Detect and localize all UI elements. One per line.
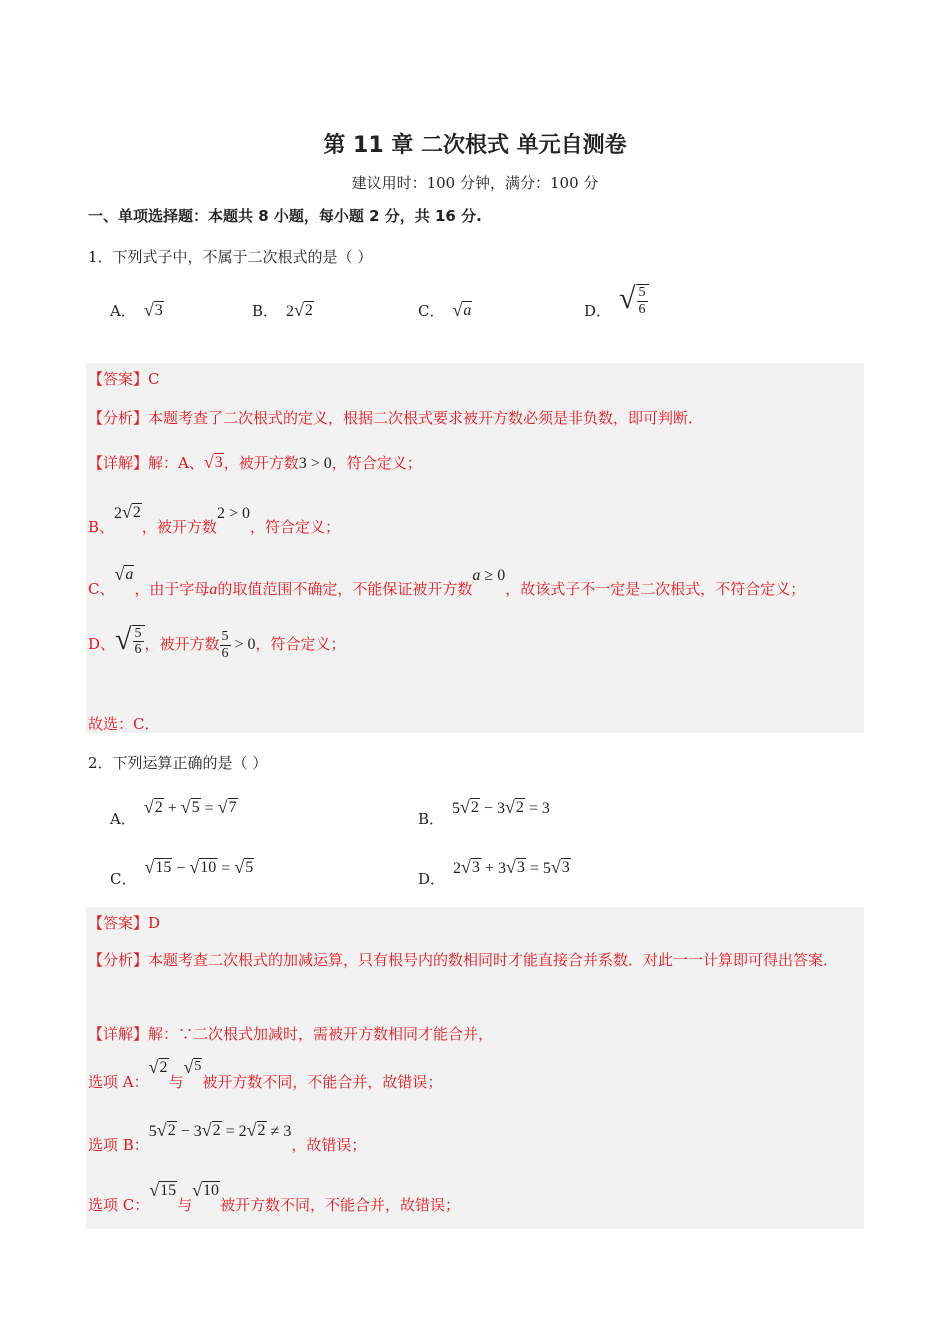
- q2-detail-c: 选项 C： √ 15 与 √ 10 被开方数不同，不能合并，故错误；: [88, 1180, 461, 1214]
- option-label: D．: [418, 870, 446, 888]
- q2-detail-b: 选项 B：5 √ 2 − 3 √ 2 = 2 √ 2 ≠ 3，故错误；: [88, 1120, 367, 1154]
- q1-option-b: [252, 300, 314, 321]
- q1-option-c: [418, 300, 472, 321]
- q2-option-a: [110, 786, 238, 829]
- option-label: A．: [110, 302, 136, 320]
- q1-choose: 故选：C．: [88, 715, 160, 733]
- q2-detail-a: 选项 A： √ 2 与 √ 5 被开方数不同，不能合并，故错误；: [88, 1057, 443, 1091]
- q2-analysis: 【分析】本题考查二次根式的加减运算，只有根号内的数相同时才能直接合并系数．对此一一计算即可得出答案．: [88, 951, 839, 969]
- page-title: 第 11 章 二次根式 单元自测卷: [323, 133, 627, 158]
- question-2-stem: 2．下列运算正确的是（ ）: [88, 754, 268, 772]
- math-expression: √ $\frac{5}{6}$: [619, 284, 648, 317]
- math-expression: 2 √ 2: [286, 299, 313, 320]
- math-expression: 2 √ 3 + 3 √ 3 = 5 √ 3: [453, 856, 570, 877]
- math-expression: √ a: [452, 299, 472, 320]
- option-label: A．: [110, 810, 136, 828]
- question-1-stem: 1．下列式子中，不属于二次根式的是（ ）: [88, 248, 373, 266]
- q1-answer: 【答案】C: [88, 370, 160, 388]
- option-label: C．: [418, 302, 445, 320]
- q2-option-c: [110, 846, 254, 889]
- option-label: D．: [584, 302, 612, 320]
- q1-detail-b: B、2 √ 2 ，被开方数2 > 0，符合定义；: [88, 502, 340, 536]
- math-expression: √ 2 + √ 5 = √ 7: [143, 796, 237, 817]
- math-expression: √ 15 − √ 10 = √ 5: [144, 856, 254, 877]
- q2-detail: 【详解】解：∵二次根式加减时，需被开方数相同才能合并，: [88, 1025, 494, 1043]
- section-heading: 一、单项选择题：本题共 8 小题，每小题 2 分，共 16 分.: [88, 207, 482, 225]
- page-subtitle: 建议用时：100 分钟，满分：100 分: [351, 174, 599, 192]
- q2-option-b: [418, 786, 550, 829]
- q1-option-a: [110, 300, 164, 321]
- option-label: B．: [252, 302, 279, 320]
- option-label: C．: [110, 870, 137, 888]
- q1-analysis: 【分析】本题考查了二次根式的定义，根据二次根式要求被开方数必须是非负数，即可判断．: [88, 409, 704, 427]
- q2-option-d: [418, 846, 571, 889]
- math-expression: √ 3: [143, 299, 163, 320]
- math-expression: 5 √ 2 − 3 √ 2 = 3: [452, 796, 550, 817]
- option-label: B．: [418, 810, 445, 828]
- q1-detail-d: D、 √ $\frac{5}{6}$ ，被开方数 $\frac{5}{6}$ > 0，符合定义；: [88, 623, 346, 661]
- q1-option-d: [584, 280, 649, 321]
- q2-answer: 【答案】D: [88, 914, 161, 932]
- q1-detail-c: C、 √ a ，由于字母a的取值范围不确定，不能保证被开方数a ≥ 0，故该式子不一定是二次根式，不符合定义；: [88, 564, 806, 598]
- q1-detail-a: 【详解】解：A、 √ 3 ，被开方数3 > 0，符合定义；: [88, 452, 422, 472]
